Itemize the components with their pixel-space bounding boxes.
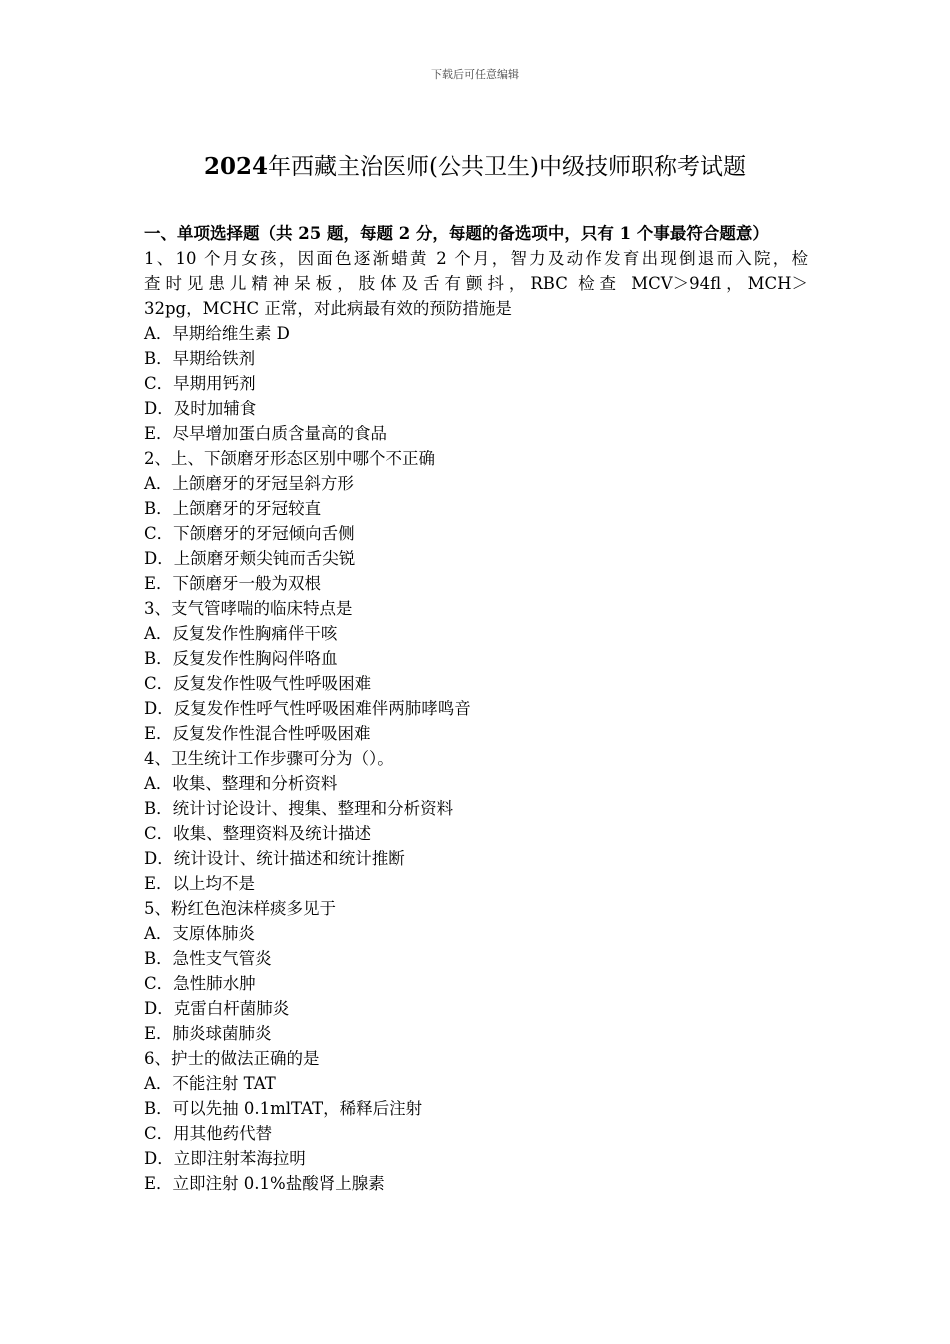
question-2 (144, 446, 808, 596)
option-c: C．反复发作性吸气性呼吸困难 (144, 674, 372, 693)
option-a: A．反复发作性胸痛伴干咳 (144, 624, 338, 643)
question-stem (144, 446, 808, 471)
option-d: D．反复发作性呼气性呼吸困难伴两肺哮鸣音 (144, 699, 471, 718)
question-stem-line: 4、卫生统计工作步骤可分为（）。 (144, 749, 394, 768)
option-b: B．上颌磨牙的牙冠较直 (144, 499, 322, 518)
question-stem (144, 596, 808, 621)
question-stem (144, 746, 808, 771)
question-stem-line: 32pg，MCHC 正常，对此病最有效的预防措施是 (144, 299, 512, 318)
title-text: 年西藏主治医师(公共卫生)中级技师职称考试题 (268, 154, 746, 180)
question-3 (144, 596, 808, 746)
question-5 (144, 896, 808, 1046)
question-4 (144, 746, 808, 896)
question-stem (144, 246, 808, 321)
option-c: C．早期用钙剂 (144, 374, 256, 393)
option-a: A．收集、整理和分析资料 (144, 774, 338, 793)
question-stem (144, 1046, 808, 1071)
question-6 (144, 1046, 808, 1196)
option-d: D．克雷白杆菌肺炎 (144, 999, 290, 1018)
option-d: D．统计设计、统计描述和统计推断 (144, 849, 405, 868)
question-1 (144, 246, 808, 446)
option-d: D．及时加辅食 (144, 399, 257, 418)
option-d: D．上颌磨牙颊尖钝而舌尖锐 (144, 549, 356, 568)
option-c: C．收集、整理资料及统计描述 (144, 824, 372, 843)
option-b: B．统计讨论设计、搜集、整理和分析资料 (144, 799, 454, 818)
option-c: C．下颌磨牙的牙冠倾向舌侧 (144, 524, 355, 543)
section-heading: 一、单项选择题（共 25 题，每题 2 分，每题的备选项中，只有 1 个事最符合题意） (144, 224, 769, 243)
option-a: A．支原体肺炎 (144, 924, 255, 943)
document-body (144, 221, 808, 1196)
option-b: B．急性支气管炎 (144, 949, 272, 968)
option-b: B．可以先抽 0.1mlTAT，稀释后注射 (144, 1099, 423, 1118)
option-e: E．下颌磨牙一般为双根 (144, 574, 322, 593)
option-b: B．反复发作性胸闷伴咯血 (144, 649, 338, 668)
option-a: A．早期给维生素 D (144, 324, 290, 343)
option-e: E．立即注射 0.1%盐酸肾上腺素 (144, 1174, 385, 1193)
option-c: C．用其他药代替 (144, 1124, 273, 1143)
option-a: A．不能注射 TAT (144, 1074, 276, 1093)
option-b: B．早期给铁剂 (144, 349, 256, 368)
header-note: 下载后可任意编辑 (431, 68, 519, 81)
option-e: E．以上均不是 (144, 874, 256, 893)
question-stem (144, 896, 808, 921)
option-a: A．上颌磨牙的牙冠呈斜方形 (144, 474, 354, 493)
option-e: E．尽早增加蛋白质含量高的食品 (144, 424, 388, 443)
option-e: E．反复发作性混合性呼吸困难 (144, 724, 371, 743)
question-stem-line: 2、上、下颌磨牙形态区别中哪个不正确 (144, 449, 435, 468)
question-stem-line: 6、护士的做法正确的是 (144, 1049, 320, 1068)
option-c: C．急性肺水肿 (144, 974, 256, 993)
question-stem-line: 1、10 个月女孩，因面色逐渐蜡黄 2 个月，智力及动作发育出现倒退而入院，检 (144, 249, 808, 268)
option-d: D．立即注射苯海拉明 (144, 1149, 306, 1168)
question-stem-line: 5、粉红色泡沫样痰多见于 (144, 899, 336, 918)
document-title (0, 150, 950, 184)
title-year: 2024 (204, 153, 269, 180)
option-e: E．肺炎球菌肺炎 (144, 1024, 272, 1043)
question-stem-line: 3、支气管哮喘的临床特点是 (144, 599, 353, 618)
question-stem-line: 查时见患儿精神呆板，肢体及舌有颤抖，RBC 检查 MCV＞94fl，MCH＞ (144, 274, 808, 293)
